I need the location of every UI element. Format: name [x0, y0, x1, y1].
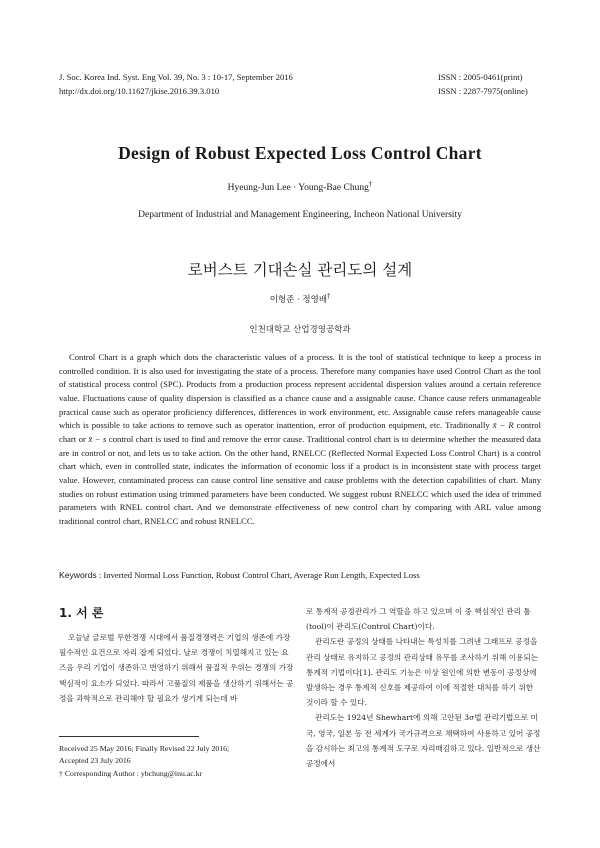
korean-author-line [0, 292, 600, 305]
accepted-date: Accepted 23 July 2016 [59, 756, 131, 766]
issn-print: ISSN : 2005-0461(print) [438, 72, 523, 82]
journal-info: J. Soc. Korea Ind. Syst. Eng Vol. 39, No. 3 : 10-17, September 2016 [59, 72, 293, 82]
keywords-line [59, 570, 541, 580]
section-title: 서 론 [76, 606, 104, 620]
abstract-text-1: Control Chart is a graph which dots the characteristic values of a process. It is the tool of statistical technique to keep a process in controlled condition. It is also used for investigating the state of a process. Therefore many companies have used Control Chart as the tool of statistical process control (SPC). Products from a production process represent accidental dispersion values around a certain reference value. Fluctuations cause of quality dispersion is classified as a chance cause and a assignable cause. Chance cause refers unmanageable practical cause such as operator proficiency differences, differences in work environment, etc. Assignable cause refers manageable cause which is possible to take actions to remove such as operator inattention, error of production equipment, etc. Traditionally [59, 352, 541, 431]
korean-title: 로버스트 기대손실 관리도의 설계 [187, 261, 413, 279]
abstract-paragraph [59, 351, 541, 529]
body-column-left [59, 630, 294, 706]
dagger-mark: † [59, 768, 63, 778]
body-paragraph: 오늘날 글로벌 무한경쟁 시대에서 품질경쟁력은 기업의 생존에 가장 필수적인 요건으로 자리 잡게 되었다. 날로 경쟁이 치열해지고 있는 요즈음 우리 기업이 생존하고 번영하기 위해서 품질적 우위는 경쟁의 가장 핵심적이 요소가 되었다. 따라서 고품질의 제품을 생산하기 위해서는 공정을 과학적으로 관리해야 할 필요가 생기게 되는데 바 [59, 633, 294, 703]
paper-title: Design of Robust Expected Loss Control Chart [118, 143, 482, 163]
author-names: Hyeung-Jun Lee · Young-Bae Chung [227, 183, 369, 194]
journal-citation [59, 70, 293, 98]
corresponding-author [59, 768, 294, 780]
section-number: 1. [59, 606, 72, 620]
xbar-s-formula: x̄ − s [88, 433, 107, 444]
korean-corresponding-mark: † [327, 292, 331, 300]
korean-author-names: 이형준 · 정영배 [269, 294, 328, 305]
corresponding-mark: † [368, 180, 373, 188]
issn-block [438, 70, 528, 98]
body-paragraph-continued: 로 통계적 공정관리가 그 역할을 하고 있으며 이 중 핵심적인 관리 툴(tool)이 관리도(Control Chart)이다. [306, 607, 531, 632]
body-paragraph: 관리도란 공정의 상태를 나타내는 특성치를 그려낸 그래프로 공정을 관리 상태로 유지하고 공정의 관리상태 유무를 조사하기 위해 이용되는 통계적 기법이다[1]. 관리도 기능은 이상 원인에 의한 변동이 공정상에 발생하는 경우 통계적 신호를 제공하여 이에 적절한 대처를 하기 위한 것이라 할 수 있다. [306, 637, 539, 708]
section-heading [59, 604, 103, 621]
abstract-text-2: control chart or [59, 420, 541, 444]
body-column-right [306, 604, 541, 771]
xbar-r-formula: x̄ − R [492, 420, 514, 431]
footnote [59, 743, 294, 780]
issn-online: ISSN : 2287-7975(online) [438, 86, 528, 96]
korean-affiliation: 인천대학교 산업경영공학과 [249, 325, 351, 335]
received-date: Received 25 May 2016; Finally Revised 22 July 2016; [59, 744, 230, 753]
keywords-text: Inverted Normal Loss Function, Robust Control Chart, Average Run Length, Expected Loss [103, 570, 420, 580]
doi-link[interactable]: http://dx.doi.org/10.11627/jkise.2016.39.3.010 [59, 86, 220, 96]
footnote-divider [59, 736, 199, 737]
keywords-separator: : [96, 570, 104, 580]
abstract [59, 351, 541, 529]
abstract-text-3: control chart is used to find and remove the error cause. Traditional control chart is to determine whether the measured data are in control or not, and lets us to take action. On the other hand, RNELCC (Reflected Normal Expected Loss Control Chart) is a control chart which, even in controlled state, indicates the information of economic loss if a product is in inconsistent state with process target value. However, contaminated process can cause control line sensitive and cause problems with the detection capabilities of chart. Many studies on robust estimation using trimmed parameters have been conducted. We suggest robust RNELCC which used the idea of trimmed parameters with RNEL control chart. And we demonstrate effectiveness of new control chart by comparing with ARL value among traditional control chart, RNELCC and robust RNELCC. [59, 433, 541, 526]
keywords-label: Keywords [59, 570, 97, 580]
corresponding-email[interactable]: Corresponding Author : ybchung@inu.ac.kr [62, 768, 203, 778]
affiliation: Department of Industrial and Management Engineering, Incheon National University [138, 210, 462, 220]
body-paragraph: 관리도는 1924년 Shewhart에 의해 고안된 3σ법 관리기법으로 미국, 영국, 일본 등 전 세계가 국가규격으로 채택하여 사용하고 있어 공정을 감시하는 최고의 통계적 도구로 자리매김하고 있다. 일반적으로 생산 공정에서 [306, 713, 541, 769]
author-line [0, 180, 600, 193]
